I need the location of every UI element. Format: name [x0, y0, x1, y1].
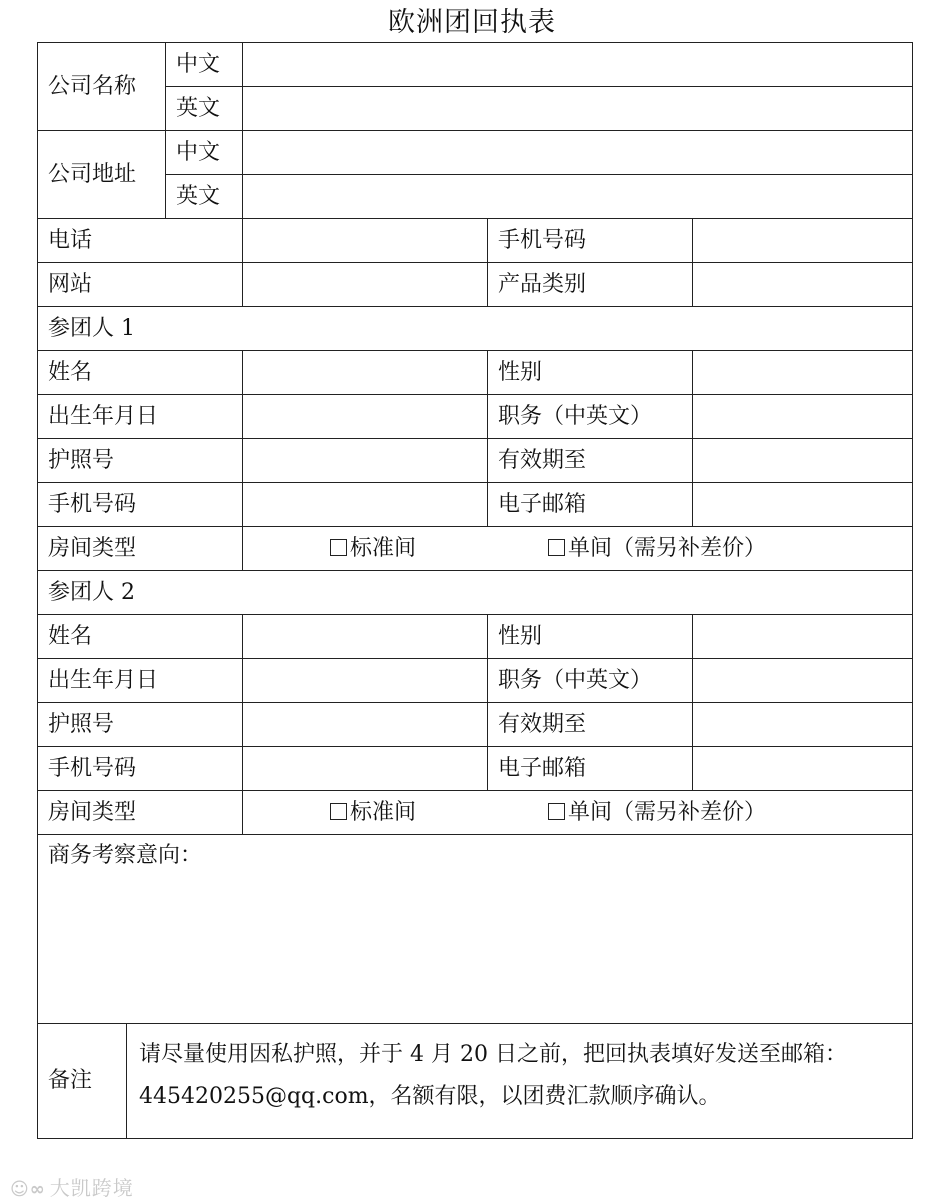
participant1-single-room-label: 单间（需另补差价） — [568, 535, 767, 561]
participant1-passport-row — [38, 439, 913, 483]
website-label: 网站 — [38, 263, 243, 307]
company-address-row-cn — [38, 131, 913, 175]
product-type-field[interactable] — [693, 263, 913, 307]
business-intent-row — [38, 835, 913, 1024]
mobile-label: 手机号码 — [488, 219, 693, 263]
participant2-name-row — [38, 615, 913, 659]
participant2-passport-label: 护照号 — [38, 703, 243, 747]
participant1-birth-row — [38, 395, 913, 439]
company-name-row-cn — [38, 43, 913, 87]
participant2-birthdate-field[interactable] — [243, 659, 488, 703]
participant2-room-row — [38, 791, 913, 835]
phone-label: 电话 — [38, 219, 243, 263]
form-title: 欧洲团回执表 — [388, 7, 556, 38]
participant1-passport-label: 护照号 — [38, 439, 243, 483]
participant1-name-label: 姓名 — [38, 351, 243, 395]
participant1-header: 参团人 1 — [38, 307, 913, 351]
company-address-en-label: 英文 — [166, 175, 243, 219]
company-name-en-label: 英文 — [166, 87, 243, 131]
participant2-single-room-label: 单间（需另补差价） — [568, 799, 767, 825]
checkbox-icon[interactable] — [548, 539, 565, 556]
participant2-email-field[interactable] — [693, 747, 913, 791]
participant2-name-label: 姓名 — [38, 615, 243, 659]
participant1-passport-field[interactable] — [243, 439, 488, 483]
business-intent-field[interactable] — [38, 835, 913, 1024]
participant1-single-room-option[interactable] — [548, 536, 766, 562]
watermark-text: 大凯跨境 — [49, 1176, 134, 1200]
participant1-gender-field[interactable] — [693, 351, 913, 395]
participant2-gender-field[interactable] — [693, 615, 913, 659]
checkbox-icon[interactable] — [330, 539, 347, 556]
notes-row — [38, 1024, 913, 1139]
participant2-standard-room-label: 标准间 — [350, 799, 417, 825]
participant2-room-options — [243, 791, 913, 835]
participant1-position-label: 职务（中英文） — [488, 395, 693, 439]
participant1-standard-room-option[interactable] — [330, 536, 416, 562]
participant1-name-field[interactable] — [243, 351, 488, 395]
participant1-room-row — [38, 527, 913, 571]
participant1-gender-label: 性别 — [488, 351, 693, 395]
notes-text — [127, 1024, 847, 1138]
participant2-room-label: 房间类型 — [38, 791, 243, 835]
company-address-row-en — [38, 175, 913, 219]
product-type-label: 产品类别 — [488, 263, 693, 307]
participant2-mobile-label: 手机号码 — [38, 747, 243, 791]
checkbox-icon[interactable] — [548, 803, 565, 820]
notes-cell — [38, 1024, 913, 1139]
participant1-room-label: 房间类型 — [38, 527, 243, 571]
company-address-en-field[interactable] — [243, 175, 913, 219]
company-address-label: 公司地址 — [38, 131, 166, 219]
reply-form-table — [37, 42, 913, 1139]
notes-line-2: 445420255@qq.com，名额有限，以团费汇款顺序确认。 — [139, 1084, 721, 1109]
participant2-birthdate-label: 出生年月日 — [38, 659, 243, 703]
participant1-name-row — [38, 351, 913, 395]
company-address-cn-label: 中文 — [166, 131, 243, 175]
participant1-mobile-field[interactable] — [243, 483, 488, 527]
company-address-cn-field[interactable] — [243, 131, 913, 175]
company-name-label: 公司名称 — [38, 43, 166, 131]
participant2-contact-row — [38, 747, 913, 791]
notes-line-1: 请尽量使用因私护照，并于 4 月 20 日之前，把回执表填好发送至邮箱： — [139, 1042, 847, 1067]
participant1-standard-room-label: 标准间 — [350, 535, 417, 561]
participant2-email-label: 电子邮箱 — [488, 747, 693, 791]
phone-field[interactable] — [243, 219, 488, 263]
watermark-logo-icon: ☺∞ — [10, 1179, 46, 1200]
company-name-cn-field[interactable] — [243, 43, 913, 87]
participant2-valid-until-label: 有效期至 — [488, 703, 693, 747]
participant2-standard-room-option[interactable] — [330, 800, 416, 826]
participant1-contact-row — [38, 483, 913, 527]
participant1-header-row — [38, 307, 913, 351]
company-name-row-en — [38, 87, 913, 131]
participant2-single-room-option[interactable] — [548, 800, 766, 826]
checkbox-icon[interactable] — [330, 803, 347, 820]
company-name-en-field[interactable] — [243, 87, 913, 131]
participant2-mobile-field[interactable] — [243, 747, 488, 791]
participant2-passport-field[interactable] — [243, 703, 488, 747]
participant1-email-field[interactable] — [693, 483, 913, 527]
participant2-gender-label: 性别 — [488, 615, 693, 659]
participant1-birthdate-label: 出生年月日 — [38, 395, 243, 439]
participant2-position-label: 职务（中英文） — [488, 659, 693, 703]
participant1-email-label: 电子邮箱 — [488, 483, 693, 527]
participant2-name-field[interactable] — [243, 615, 488, 659]
participant1-position-field[interactable] — [693, 395, 913, 439]
participant2-birth-row — [38, 659, 913, 703]
participant2-passport-row — [38, 703, 913, 747]
phone-row — [38, 219, 913, 263]
participant2-position-field[interactable] — [693, 659, 913, 703]
notes-label: 备注 — [38, 1024, 127, 1138]
participant1-birthdate-field[interactable] — [243, 395, 488, 439]
participant1-valid-until-field[interactable] — [693, 439, 913, 483]
participant2-header-row — [38, 571, 913, 615]
watermark — [10, 1172, 134, 1201]
participant1-valid-until-label: 有效期至 — [488, 439, 693, 483]
participant1-room-options — [243, 527, 913, 571]
participant2-valid-until-field[interactable] — [693, 703, 913, 747]
business-intent-label: 商务考察意向： — [48, 843, 203, 868]
mobile-field[interactable] — [693, 219, 913, 263]
participant1-mobile-label: 手机号码 — [38, 483, 243, 527]
participant2-header: 参团人 2 — [38, 571, 913, 615]
website-field[interactable] — [243, 263, 488, 307]
website-row — [38, 263, 913, 307]
company-name-cn-label: 中文 — [166, 43, 243, 87]
